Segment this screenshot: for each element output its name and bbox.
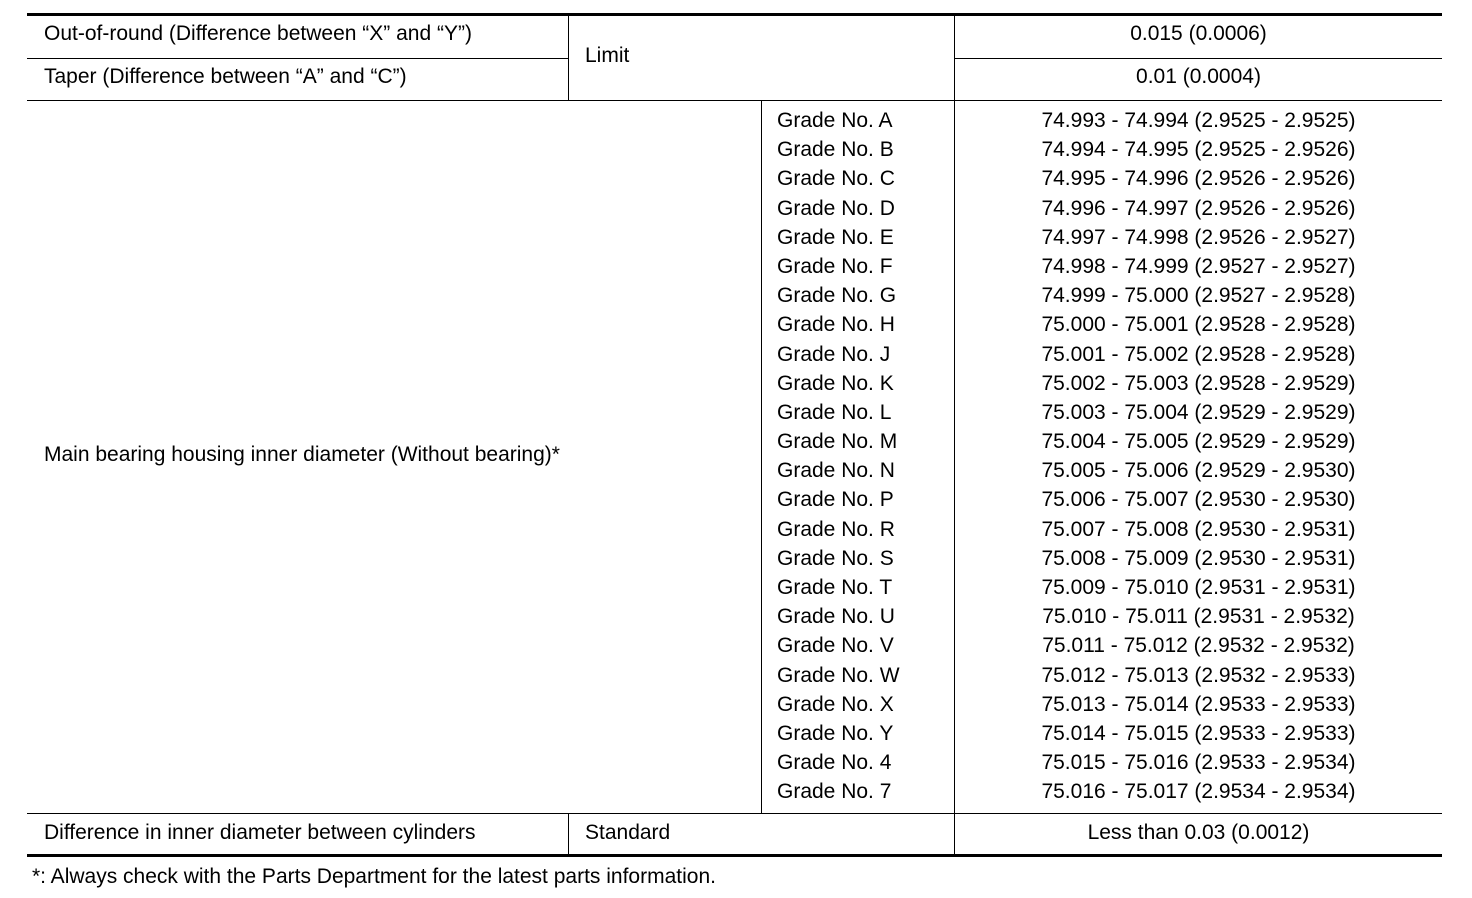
grade-value: 75.000 - 75.001 (2.9528 - 2.9528) xyxy=(1041,313,1356,337)
difference-label: Difference in inner diameter between cylinders xyxy=(44,821,476,844)
grade-item: Grade No. E xyxy=(777,225,894,249)
grade-value: 75.013 - 75.014 (2.9533 - 2.9533) xyxy=(1041,692,1356,716)
grade-item: Grade No. W xyxy=(777,663,900,687)
grade-item: Grade No. 7 xyxy=(777,780,892,804)
grade-value: 74.994 - 74.995 (2.9525 - 2.9526) xyxy=(1041,138,1356,162)
grade-value: 74.996 - 74.997 (2.9526 - 2.9526) xyxy=(1041,196,1356,220)
grade-item: Grade No. U xyxy=(777,605,895,629)
grade-value: 74.993 - 74.994 (2.9525 - 2.9525) xyxy=(1041,109,1356,132)
grade-value: 74.995 - 74.996 (2.9526 - 2.9526) xyxy=(1041,167,1356,191)
grade-value: 75.012 - 75.013 (2.9532 - 2.9533) xyxy=(1041,663,1356,687)
grade-item: Grade No. C xyxy=(777,167,895,191)
grade-value: 75.007 - 75.008 (2.9530 - 2.9531) xyxy=(1041,517,1356,541)
grade-item: Grade No. A xyxy=(777,109,893,132)
grade-item: Grade No. B xyxy=(777,138,894,162)
grade-value: 75.010 - 75.011 (2.9531 - 2.9532) xyxy=(1042,605,1355,629)
grade-item: Grade No. D xyxy=(777,196,895,220)
grade-value: 75.014 - 75.015 (2.9533 - 2.9533) xyxy=(1041,721,1356,745)
grade-item: Grade No. Y xyxy=(777,721,894,745)
grade-value: 75.005 - 75.006 (2.9529 - 2.9530) xyxy=(1041,459,1356,483)
grade-value: 75.003 - 75.004 (2.9529 - 2.9529) xyxy=(1041,400,1356,424)
row-divider-1 xyxy=(27,58,568,59)
grade-item: Grade No. J xyxy=(777,342,891,366)
col-divider-label-bottom xyxy=(568,814,569,854)
grade-item: Grade No. N xyxy=(777,459,895,483)
row-divider-3 xyxy=(27,813,1442,814)
grade-value: 74.997 - 74.998 (2.9526 - 2.9527) xyxy=(1041,225,1356,249)
grade-value: 75.002 - 75.003 (2.9528 - 2.9529) xyxy=(1041,371,1356,395)
grade-item: Grade No. M xyxy=(777,430,898,454)
grade-item: Grade No. P xyxy=(777,488,894,512)
grade-item: Grade No. X xyxy=(777,692,894,716)
grade-value: 74.999 - 75.000 (2.9527 - 2.9528) xyxy=(1041,284,1356,308)
difference-type: Standard xyxy=(585,821,671,844)
grade-item: Grade No. T xyxy=(777,576,893,599)
grade-value: 74.998 - 74.999 (2.9527 - 2.9527) xyxy=(1041,254,1356,278)
col-divider-label xyxy=(568,16,569,100)
grade-value: 75.016 - 75.017 (2.9534 - 2.9534) xyxy=(1041,780,1356,804)
grade-item: Grade No. L xyxy=(777,400,892,424)
grade-value: 75.008 - 75.009 (2.9530 - 2.9531) xyxy=(1041,546,1356,570)
grade-item: Grade No. F xyxy=(777,254,893,278)
row-divider-2 xyxy=(27,100,1442,101)
table-bottom-rule xyxy=(27,854,1442,857)
col-divider-grade xyxy=(761,101,762,813)
footnote: *: Always check with the Parts Department for the latest parts information. xyxy=(32,865,716,888)
table-top-rule xyxy=(27,13,1442,16)
grade-value-list xyxy=(955,106,1442,807)
limit-label: Limit xyxy=(585,44,630,67)
grade-item: Grade No. 4 xyxy=(777,751,892,775)
taper-label: Taper (Difference between “A” and “C”) xyxy=(44,65,407,88)
grade-value: 75.011 - 75.012 (2.9532 - 2.9532) xyxy=(1042,634,1355,658)
taper-value: 0.01 (0.0004) xyxy=(1136,65,1261,88)
out-of-round-label: Out-of-round (Difference between “X” and “Y”) xyxy=(44,22,472,45)
grade-value: 75.015 - 75.016 (2.9533 - 2.9534) xyxy=(1041,751,1356,775)
main-bearing-label: Main bearing housing inner diameter (Without bearing)* xyxy=(44,443,560,466)
grade-item: Grade No. S xyxy=(777,546,894,570)
grade-item: Grade No. G xyxy=(777,284,897,308)
grade-value: 75.006 - 75.007 (2.9530 - 2.9530) xyxy=(1041,488,1356,512)
grade-list xyxy=(777,106,900,807)
grade-item: Grade No. H xyxy=(777,313,895,337)
out-of-round-value: 0.015 (0.0006) xyxy=(1130,22,1267,45)
difference-value: Less than 0.03 (0.0012) xyxy=(1087,821,1310,844)
row-divider-1b xyxy=(954,58,1442,59)
grade-value: 75.009 - 75.010 (2.9531 - 2.9531) xyxy=(1041,576,1356,599)
grade-value: 75.001 - 75.002 (2.9528 - 2.9528) xyxy=(1041,342,1356,366)
grade-value: 75.004 - 75.005 (2.9529 - 2.9529) xyxy=(1041,430,1356,454)
grade-item: Grade No. R xyxy=(777,517,895,541)
grade-item: Grade No. V xyxy=(777,634,894,658)
grade-item: Grade No. K xyxy=(777,371,894,395)
